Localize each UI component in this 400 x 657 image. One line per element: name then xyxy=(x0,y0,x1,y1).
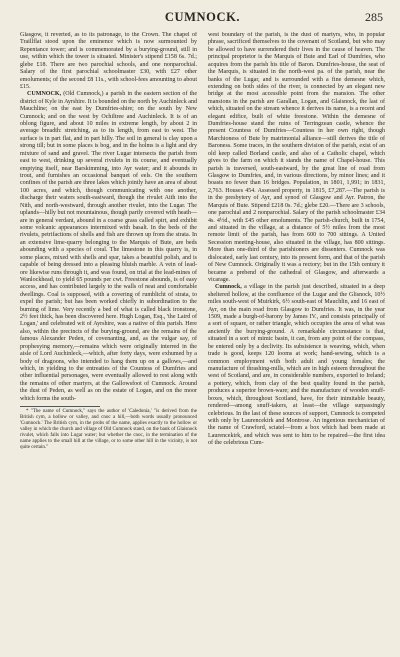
entry-text: a village in the parish just described, situated in a deep sheltered hollow, at the confluence of the Lugar and the Glisnock, 10½ miles south-west of Muirkirk, 6½ south-east of Mauchlin, and 16 east of Ayr, on the main road from Glasgow to Dumfries. It was, in the year 1509, made a burgh-of-barony by James IV., and consists principally of a sort of square, or rather triangle, which occupies the area of what was anciently the burying-ground. A remarkable circumstance is that, situated in a sort of mimic basin, it can, from any point of the compass, be entered only by a declivity. Its subsistence is weaving, which, when trade is good, keeps 120 looms at work; hand-sewing, which is a common employment with both adult and young females; the manufacture of thrashing-mills, which are in high esteem throughout the west of Scotland, and are, in considerable numbers, exported to Ireland; a pottery, which, from clay of the best quality found in the parish, produces a superior brown-ware; and the manufacture of wooden snuff-boxes, which, throughout Scotland, have, for their inimitable beauty, rendered—among snuff-takers, at least—the village surpassingly celebrious. In the last of these sources of support, Cumnock is competed with only by Laurencekirk and Montrose. An ingenious mechanician of the name of Crawford, sciatel—from a box which had been made at Laurencekirk, and which was sent to him to be repaired—the first idea of the celebrious Cum- xyxy=(208,284,385,447)
entry-text: (Old Cumnock,) a parish in the eastern section of the district of Kyle in Ayrshire. It is bounded on the north by Auchinleck and Mauchline; on the east by Dumfries-shire; on the south by New Cumnock; and on the west by Ochiltree and Auchinleck. It is of an oblong figure, and about 10 miles in extreme length, by about 2 in average breadth: stretching, as to its length, from east to west. The surface is in part flat, and in part hilly. The soil in general is clay upon a strong till; but in some places is bog, and in the holms is a light and dry mixture of sand and gravel. The river Lugar intersects the parish from east to west, drinking up several rivulets in its course, and eventually emptying itself, near Barskimming, into Ayr water; and it abounds in trout, and furnishes an occasional banquet of eels. On the southern confines of the parish are three lakes which jointly have an area of about 100 acres, and which, though communicating with one another, discharge their waters south-eastward, though the rivulet Aith into the Nith, and north-westward, through another rivulet, into the Lugar. The uplands—hilly but not mountainous, though partly covered with heath—are in general verdant, abound in a coarse grass called spirt, and exhibit some volcanic appearances intermixed with basalt. In the beds of the rivulets, petrifactions of shells and fish are thrown up from the strata. In an extensive lime-quarry belonging to the Marquis of Bute, are beds abounding with a species of coral. The limestone in this quarry is, in some places, mixed with shells and spar, takes a beautiful polish, and is capable of being dressed into a pleasing bluish marble. A vein of lead-ore likewise runs through it, and was found, on trial at the lead-mines of Wanlockhead, to yield 65 pounds per cwt. Freestone abounds, is of easy access, and has contributed largely to the walls of neat and comfortable dwellings. Coal is supposed, with a covering of rumblicht of strata, to expel the parish; but has been worked chiefly in subordination to the burning of lime. Very recently a bed of what is called black ironstone, 2½ feet thick, has been discovered here. Hugh Logan, Esq., 'the Laird of Logan,' and celebrated wit of Ayrshire, was a native of this parish. Here also, within the precincts of the burying-ground, are the remains of the famous Alexander Peden, of covenanting, and, as the vulgar say, of prophesying memory,—remains which were originally interred in the aisle of Lord Auchinleck,—which, after forty days, were exhumed by a body of dragoons, who intended to hang them up on a gallows,—and which, in yielding to the entreaties of the Countess of Dumfries and other influential personages, were eventually allowed to rest along with the remains of other martyrs, at the Gallowsfoot of Cumnock. Around the dust of Peden, as well as on the estate of Logan, and on the moor which forms the south- xyxy=(20,91,197,402)
left-column xyxy=(20,32,197,653)
footnote-rule xyxy=(20,406,100,407)
entry-paragraph xyxy=(20,91,197,403)
footnote xyxy=(20,409,197,450)
text-columns xyxy=(20,32,385,653)
entry-paragraph xyxy=(208,284,385,447)
entry-title: Cumnock, xyxy=(215,284,242,291)
paragraph: west boundary of the parish, is the dust of martyrs, who, in popular phrase, sacrificed themselves to the covenant of Scotland, but who may be allowed to have surrendered their lives in the cause of heaven. The principal proprietor is the Marquis of Bute and Earl of Dumfries, who acquires from the parish his title of Baron. Dumfries-house, the seat of the Marquis, is situated in the north-west pa. of the parish, near the banks of the Lugar, and is surrounded with a fine demesne which, extending on both sides of the river, is connected by an elegant new bridge at the most accessible point from the mansion. The other mansions in the parish are Garallan, Logan, and Glaisnock, the last of which, situated on the stream whence it derives its name, is a recent and elegant edifice, built of white freestone. Within the demesne of Dumfries-house stand the ruins of Terringzean castle, whence the present Countess of Dumfries—Countess in her own right, though Marchioness of Bute by matrimonial alliance—still derives the title of Baroness. Some traces, in the southern division of the parish, exist of an old keep called Borland castle, and also of a Catholic chapel, which gives to the farm on which it stands the name of Chapel-house. This parish is traversed, south-eastward, by the great line of road from Glasgow to Dumfries, and, in various directions, by minor lines; and it boasts no fewer than 16 bridges. Population, in 1801, 1,991; in 1831, 2,763. Houses 454. Assessed property, in 1815, £7,287.—The parish is in the presbytery of Ayr, and synod of Glasgow and Ayr. Patron, the Marquis of Bute. Stipend £218 0s. 7d.; glebe £20.—There are 3 schools, one parochial and 2 nonparochial. Salary of the parish schoolmaster £34 4s. 4½d., with £45 other emoluments. The parish-church, built in 1754, and situated in the village, at a distance of 5½ miles from the most remote limit of the parish, has from 600 to 700 sittings. A United Secession meeting-house, also situated in the village, has 800 sittings. More than one-third of the parishioners are dissenters. Cumnock was dislocated, early last century, into its present form, and that of the parish of New Cumnock. Originally it was a rectory; but in the 15th century it became a prebend of the cathedral of Glasgow, and afterwards a vicarage. xyxy=(208,32,385,283)
footnote-text: * "The name of Cumnock," says the author of 'Caledonia,' "is derived from the British cym, a hollow or valley, and cnoc a hill,—both words usually pronounced 'Cumnock.' The British cym, in the probs of the name, applies exactly to the hollow or valley in which the church and village of Old Cumnock stand, on the bank of Glaisnock rivulet, which falls into Lugar water; but whether the cnoc, in the termination of the name applies to the small hill at the village, or to some other hill in the vicinity, is not quite certain." xyxy=(20,409,197,450)
running-head: CUMNOCK. xyxy=(164,10,241,24)
paragraph: Glasgow, it reverted, as to its patronage, to the Crown. The chapel of Traillflat stood upon the eminence which is now surmounted by Repentance tower; and is commemorated by a burying-ground, still in use, within which the tower is situated. Minister's stipend £158 6s. 7d.; glebe £18. There are two parochial schools, and one nonparochial. Salary of the first parochial schoolmaster £30, with £27 other emoluments; of the second £8 11s., with school-fees amounting to about £15. xyxy=(20,32,197,90)
right-column xyxy=(208,32,385,653)
page-header xyxy=(20,0,385,30)
page-number: 285 xyxy=(365,10,383,24)
entry-title: CUMNOCK, xyxy=(27,91,62,98)
